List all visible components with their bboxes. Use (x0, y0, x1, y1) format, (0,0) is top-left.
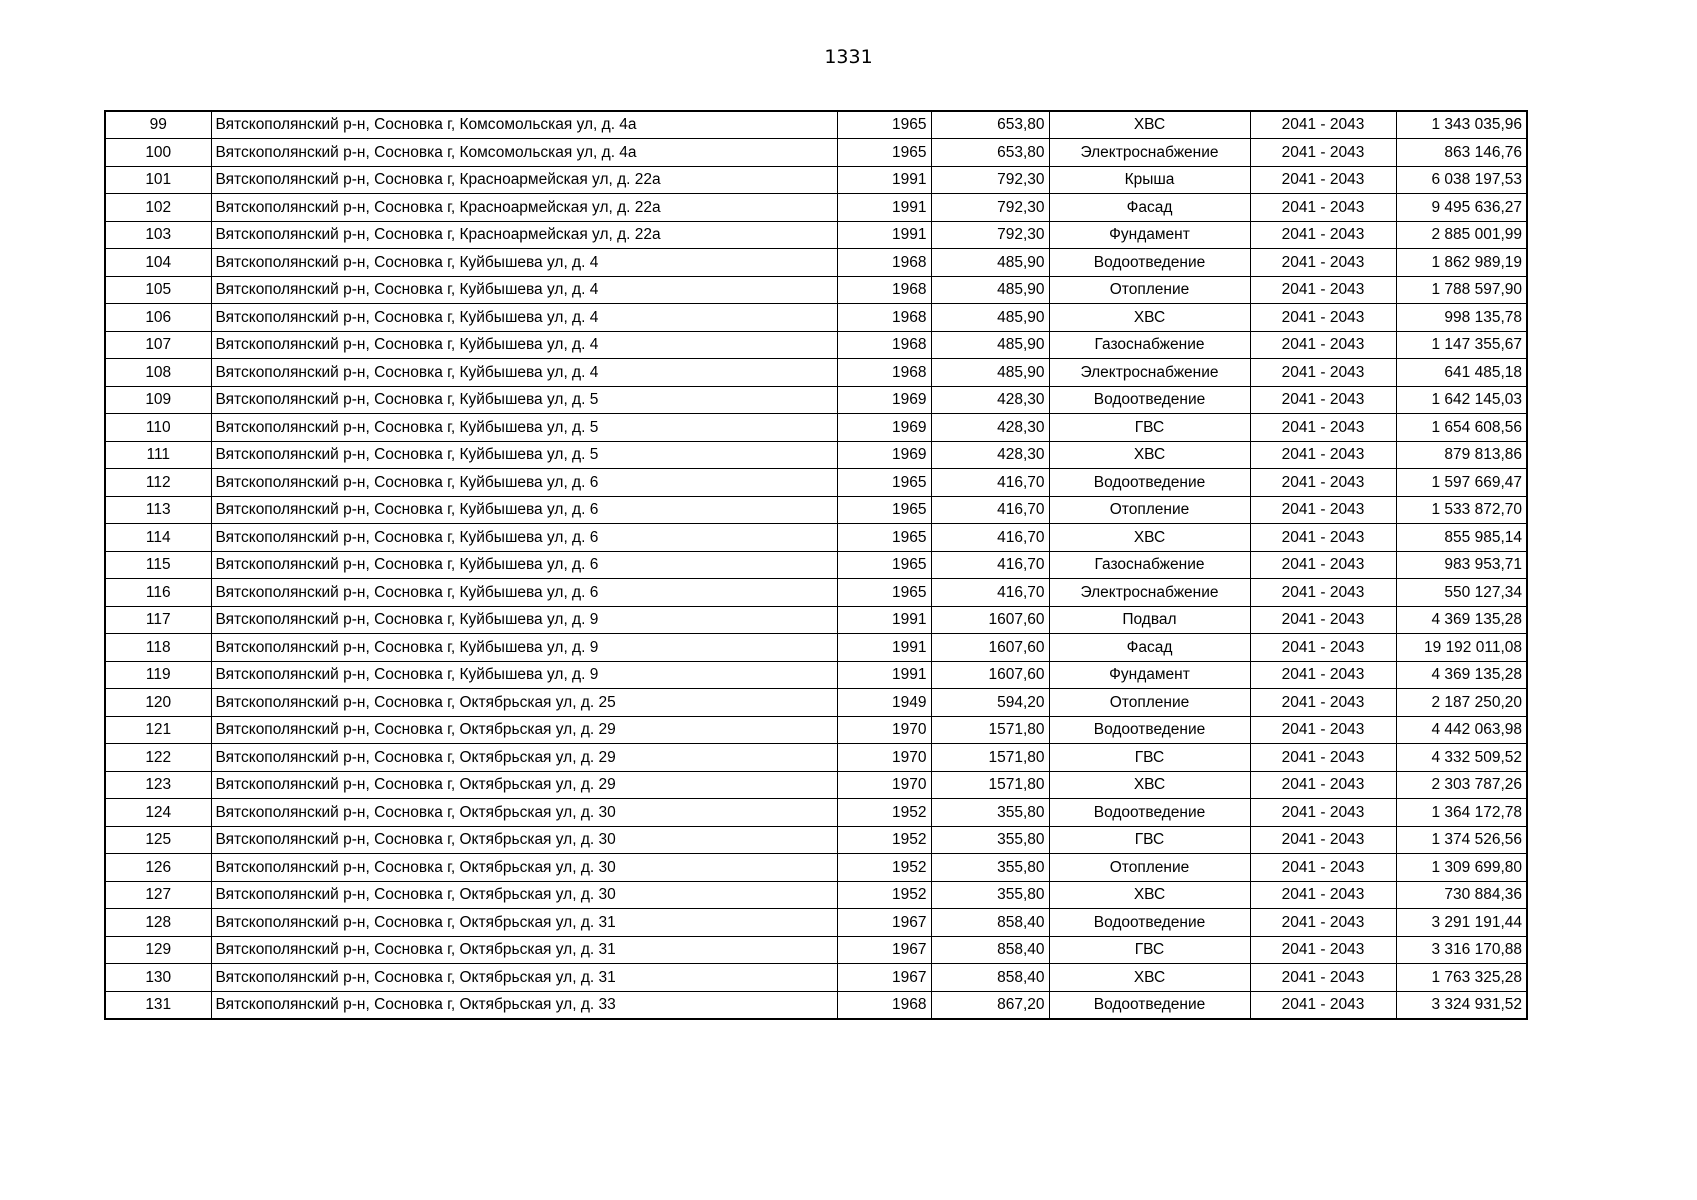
table-row (105, 221, 1527, 249)
area-cell: 858,40 (931, 936, 1049, 964)
cost-cell: 1 763 325,28 (1396, 964, 1527, 992)
work-type-cell: ХВС (1049, 771, 1250, 799)
period-cell: 2041 - 2043 (1250, 139, 1396, 167)
period-cell: 2041 - 2043 (1250, 881, 1396, 909)
area-cell: 485,90 (931, 276, 1049, 304)
cost-cell: 4 369 135,28 (1396, 606, 1527, 634)
area-cell: 1607,60 (931, 606, 1049, 634)
address-cell: Вятскополянский р-н, Сосновка г, Октябрьская ул, д. 31 (211, 909, 837, 937)
address-cell: Вятскополянский р-н, Сосновка г, Комсомольская ул, д. 4а (211, 111, 837, 139)
table-row (105, 634, 1527, 662)
work-type-cell: Электроснабжение (1049, 359, 1250, 387)
row-number-cell: 116 (105, 579, 211, 607)
cost-cell: 1 364 172,78 (1396, 799, 1527, 827)
row-number-cell: 102 (105, 194, 211, 222)
build-year-cell: 1949 (837, 689, 931, 717)
build-year-cell: 1967 (837, 936, 931, 964)
period-cell: 2041 - 2043 (1250, 579, 1396, 607)
row-number-cell: 113 (105, 496, 211, 524)
address-cell: Вятскополянский р-н, Сосновка г, Октябрьская ул, д. 31 (211, 936, 837, 964)
row-number-cell: 118 (105, 634, 211, 662)
cost-cell: 550 127,34 (1396, 579, 1527, 607)
cost-cell: 1 343 035,96 (1396, 111, 1527, 139)
area-cell: 416,70 (931, 524, 1049, 552)
build-year-cell: 1952 (837, 881, 931, 909)
row-number-cell: 130 (105, 964, 211, 992)
row-number-cell: 112 (105, 469, 211, 497)
address-cell: Вятскополянский р-н, Сосновка г, Октябрьская ул, д. 31 (211, 964, 837, 992)
period-cell: 2041 - 2043 (1250, 771, 1396, 799)
cost-cell: 855 985,14 (1396, 524, 1527, 552)
table-row (105, 551, 1527, 579)
address-cell: Вятскополянский р-н, Сосновка г, Октябрьская ул, д. 33 (211, 991, 837, 1019)
build-year-cell: 1968 (837, 359, 931, 387)
table-row (105, 936, 1527, 964)
row-number-cell: 127 (105, 881, 211, 909)
table-row (105, 359, 1527, 387)
table-row (105, 661, 1527, 689)
period-cell: 2041 - 2043 (1250, 689, 1396, 717)
table-row (105, 579, 1527, 607)
cost-cell: 998 135,78 (1396, 304, 1527, 332)
address-cell: Вятскополянский р-н, Сосновка г, Октябрьская ул, д. 30 (211, 854, 837, 882)
row-number-cell: 129 (105, 936, 211, 964)
table-row (105, 881, 1527, 909)
area-cell: 428,30 (931, 386, 1049, 414)
row-number-cell: 101 (105, 166, 211, 194)
area-cell: 653,80 (931, 139, 1049, 167)
address-cell: Вятскополянский р-н, Сосновка г, Куйбышева ул, д. 5 (211, 386, 837, 414)
address-cell: Вятскополянский р-н, Сосновка г, Октябрьская ул, д. 29 (211, 744, 837, 772)
address-cell: Вятскополянский р-н, Сосновка г, Куйбышева ул, д. 6 (211, 579, 837, 607)
build-year-cell: 1965 (837, 551, 931, 579)
area-cell: 1607,60 (931, 634, 1049, 662)
cost-cell: 641 485,18 (1396, 359, 1527, 387)
build-year-cell: 1965 (837, 469, 931, 497)
period-cell: 2041 - 2043 (1250, 964, 1396, 992)
row-number-cell: 115 (105, 551, 211, 579)
row-number-cell: 106 (105, 304, 211, 332)
build-year-cell: 1965 (837, 139, 931, 167)
row-number-cell: 103 (105, 221, 211, 249)
table-row (105, 854, 1527, 882)
build-year-cell: 1991 (837, 194, 931, 222)
page-number: 1331 (824, 46, 873, 68)
work-type-cell: Водоотведение (1049, 909, 1250, 937)
work-type-cell: ХВС (1049, 441, 1250, 469)
row-number-cell: 108 (105, 359, 211, 387)
row-number-cell: 111 (105, 441, 211, 469)
area-cell: 1571,80 (931, 771, 1049, 799)
build-year-cell: 1965 (837, 524, 931, 552)
address-cell: Вятскополянский р-н, Сосновка г, Куйбышева ул, д. 5 (211, 441, 837, 469)
work-type-cell: ГВС (1049, 936, 1250, 964)
build-year-cell: 1991 (837, 166, 931, 194)
work-type-cell: Фундамент (1049, 221, 1250, 249)
address-cell: Вятскополянский р-н, Сосновка г, Красноармейская ул, д. 22а (211, 221, 837, 249)
cost-cell: 1 533 872,70 (1396, 496, 1527, 524)
build-year-cell: 1969 (837, 386, 931, 414)
area-cell: 416,70 (931, 579, 1049, 607)
build-year-cell: 1952 (837, 826, 931, 854)
address-cell: Вятскополянский р-н, Сосновка г, Куйбышева ул, д. 4 (211, 359, 837, 387)
row-number-cell: 105 (105, 276, 211, 304)
cost-cell: 9 495 636,27 (1396, 194, 1527, 222)
row-number-cell: 128 (105, 909, 211, 937)
address-cell: Вятскополянский р-н, Сосновка г, Красноармейская ул, д. 22а (211, 194, 837, 222)
row-number-cell: 123 (105, 771, 211, 799)
build-year-cell: 1969 (837, 441, 931, 469)
address-cell: Вятскополянский р-н, Сосновка г, Куйбышева ул, д. 4 (211, 276, 837, 304)
area-cell: 1571,80 (931, 744, 1049, 772)
table-row (105, 166, 1527, 194)
build-year-cell: 1965 (837, 579, 931, 607)
address-cell: Вятскополянский р-н, Сосновка г, Октябрьская ул, д. 30 (211, 826, 837, 854)
area-cell: 792,30 (931, 194, 1049, 222)
work-type-cell: Водоотведение (1049, 469, 1250, 497)
build-year-cell: 1952 (837, 799, 931, 827)
table-row (105, 964, 1527, 992)
build-year-cell: 1968 (837, 991, 931, 1019)
build-year-cell: 1967 (837, 964, 931, 992)
row-number-cell: 110 (105, 414, 211, 442)
cost-cell: 879 813,86 (1396, 441, 1527, 469)
work-type-cell: Отопление (1049, 854, 1250, 882)
period-cell: 2041 - 2043 (1250, 634, 1396, 662)
period-cell: 2041 - 2043 (1250, 331, 1396, 359)
area-cell: 355,80 (931, 881, 1049, 909)
work-type-cell: Водоотведение (1049, 991, 1250, 1019)
area-cell: 416,70 (931, 496, 1049, 524)
row-number-cell: 104 (105, 249, 211, 277)
cost-cell: 1 642 145,03 (1396, 386, 1527, 414)
cost-cell: 1 788 597,90 (1396, 276, 1527, 304)
table-row (105, 276, 1527, 304)
cost-cell: 4 442 063,98 (1396, 716, 1527, 744)
work-type-cell: Газоснабжение (1049, 551, 1250, 579)
table-row (105, 441, 1527, 469)
row-number-cell: 126 (105, 854, 211, 882)
period-cell: 2041 - 2043 (1250, 111, 1396, 139)
area-cell: 416,70 (931, 469, 1049, 497)
work-type-cell: ГВС (1049, 744, 1250, 772)
row-number-cell: 107 (105, 331, 211, 359)
period-cell: 2041 - 2043 (1250, 441, 1396, 469)
row-number-cell: 114 (105, 524, 211, 552)
table-row (105, 689, 1527, 717)
cost-cell: 863 146,76 (1396, 139, 1527, 167)
address-cell: Вятскополянский р-н, Сосновка г, Куйбышева ул, д. 6 (211, 524, 837, 552)
row-number-cell: 122 (105, 744, 211, 772)
period-cell: 2041 - 2043 (1250, 386, 1396, 414)
period-cell: 2041 - 2043 (1250, 304, 1396, 332)
table-row (105, 111, 1527, 139)
area-cell: 858,40 (931, 909, 1049, 937)
row-number-cell: 131 (105, 991, 211, 1019)
period-cell: 2041 - 2043 (1250, 496, 1396, 524)
build-year-cell: 1965 (837, 496, 931, 524)
cost-cell: 1 374 526,56 (1396, 826, 1527, 854)
table-row (105, 799, 1527, 827)
row-number-cell: 125 (105, 826, 211, 854)
work-type-cell: Фундамент (1049, 661, 1250, 689)
table-row (105, 716, 1527, 744)
cost-cell: 1 147 355,67 (1396, 331, 1527, 359)
table-row (105, 771, 1527, 799)
area-cell: 485,90 (931, 249, 1049, 277)
cost-cell: 1 862 989,19 (1396, 249, 1527, 277)
address-cell: Вятскополянский р-н, Сосновка г, Комсомольская ул, д. 4а (211, 139, 837, 167)
build-year-cell: 1968 (837, 249, 931, 277)
area-cell: 428,30 (931, 441, 1049, 469)
period-cell: 2041 - 2043 (1250, 716, 1396, 744)
area-cell: 485,90 (931, 331, 1049, 359)
period-cell: 2041 - 2043 (1250, 661, 1396, 689)
period-cell: 2041 - 2043 (1250, 826, 1396, 854)
address-cell: Вятскополянский р-н, Сосновка г, Куйбышева ул, д. 4 (211, 304, 837, 332)
period-cell: 2041 - 2043 (1250, 991, 1396, 1019)
period-cell: 2041 - 2043 (1250, 276, 1396, 304)
work-type-cell: ХВС (1049, 964, 1250, 992)
area-cell: 428,30 (931, 414, 1049, 442)
address-cell: Вятскополянский р-н, Сосновка г, Октябрьская ул, д. 30 (211, 881, 837, 909)
area-cell: 792,30 (931, 166, 1049, 194)
address-cell: Вятскополянский р-н, Сосновка г, Красноармейская ул, д. 22а (211, 166, 837, 194)
table-row (105, 909, 1527, 937)
cost-cell: 3 316 170,88 (1396, 936, 1527, 964)
work-type-cell: Фасад (1049, 194, 1250, 222)
table-row (105, 194, 1527, 222)
cost-cell: 6 038 197,53 (1396, 166, 1527, 194)
table-row (105, 469, 1527, 497)
area-cell: 485,90 (931, 359, 1049, 387)
work-type-cell: ГВС (1049, 414, 1250, 442)
row-number-cell: 124 (105, 799, 211, 827)
area-cell: 653,80 (931, 111, 1049, 139)
build-year-cell: 1991 (837, 606, 931, 634)
area-cell: 416,70 (931, 551, 1049, 579)
cost-cell: 4 369 135,28 (1396, 661, 1527, 689)
row-number-cell: 117 (105, 606, 211, 634)
cost-cell: 1 309 699,80 (1396, 854, 1527, 882)
work-type-cell: Электроснабжение (1049, 579, 1250, 607)
build-year-cell: 1991 (837, 634, 931, 662)
table-row (105, 304, 1527, 332)
work-type-cell: ХВС (1049, 524, 1250, 552)
period-cell: 2041 - 2043 (1250, 909, 1396, 937)
cost-cell: 983 953,71 (1396, 551, 1527, 579)
row-number-cell: 99 (105, 111, 211, 139)
period-cell: 2041 - 2043 (1250, 524, 1396, 552)
area-cell: 867,20 (931, 991, 1049, 1019)
address-cell: Вятскополянский р-н, Сосновка г, Куйбышева ул, д. 6 (211, 496, 837, 524)
cost-cell: 3 291 191,44 (1396, 909, 1527, 937)
address-cell: Вятскополянский р-н, Сосновка г, Октябрьская ул, д. 29 (211, 716, 837, 744)
period-cell: 2041 - 2043 (1250, 194, 1396, 222)
work-type-cell: Водоотведение (1049, 249, 1250, 277)
row-number-cell: 121 (105, 716, 211, 744)
build-year-cell: 1968 (837, 276, 931, 304)
cost-cell: 730 884,36 (1396, 881, 1527, 909)
build-year-cell: 1970 (837, 771, 931, 799)
table-row (105, 496, 1527, 524)
address-cell: Вятскополянский р-н, Сосновка г, Куйбышева ул, д. 9 (211, 661, 837, 689)
period-cell: 2041 - 2043 (1250, 469, 1396, 497)
area-cell: 355,80 (931, 854, 1049, 882)
period-cell: 2041 - 2043 (1250, 936, 1396, 964)
work-type-cell: Водоотведение (1049, 799, 1250, 827)
period-cell: 2041 - 2043 (1250, 606, 1396, 634)
period-cell: 2041 - 2043 (1250, 854, 1396, 882)
area-cell: 792,30 (931, 221, 1049, 249)
row-number-cell: 109 (105, 386, 211, 414)
work-type-cell: Отопление (1049, 276, 1250, 304)
work-type-cell: Крыша (1049, 166, 1250, 194)
work-type-cell: ХВС (1049, 881, 1250, 909)
area-cell: 1571,80 (931, 716, 1049, 744)
area-cell: 355,80 (931, 799, 1049, 827)
work-type-cell: Фасад (1049, 634, 1250, 662)
period-cell: 2041 - 2043 (1250, 221, 1396, 249)
table-row (105, 386, 1527, 414)
area-cell: 858,40 (931, 964, 1049, 992)
build-year-cell: 1969 (837, 414, 931, 442)
work-type-cell: Водоотведение (1049, 386, 1250, 414)
period-cell: 2041 - 2043 (1250, 414, 1396, 442)
area-cell: 594,20 (931, 689, 1049, 717)
build-year-cell: 1970 (837, 716, 931, 744)
table-row (105, 249, 1527, 277)
address-cell: Вятскополянский р-н, Сосновка г, Октябрьская ул, д. 30 (211, 799, 837, 827)
repair-schedule-table (104, 110, 1528, 1020)
cost-cell: 2 303 787,26 (1396, 771, 1527, 799)
address-cell: Вятскополянский р-н, Сосновка г, Октябрьская ул, д. 25 (211, 689, 837, 717)
table-row (105, 139, 1527, 167)
table-row (105, 331, 1527, 359)
address-cell: Вятскополянский р-н, Сосновка г, Куйбышева ул, д. 6 (211, 551, 837, 579)
address-cell: Вятскополянский р-н, Сосновка г, Куйбышева ул, д. 6 (211, 469, 837, 497)
build-year-cell: 1970 (837, 744, 931, 772)
period-cell: 2041 - 2043 (1250, 359, 1396, 387)
period-cell: 2041 - 2043 (1250, 744, 1396, 772)
build-year-cell: 1991 (837, 221, 931, 249)
period-cell: 2041 - 2043 (1250, 799, 1396, 827)
table-row (105, 414, 1527, 442)
row-number-cell: 100 (105, 139, 211, 167)
build-year-cell: 1965 (837, 111, 931, 139)
row-number-cell: 119 (105, 661, 211, 689)
build-year-cell: 1967 (837, 909, 931, 937)
table-body (105, 111, 1527, 1019)
period-cell: 2041 - 2043 (1250, 551, 1396, 579)
area-cell: 485,90 (931, 304, 1049, 332)
address-cell: Вятскополянский р-н, Сосновка г, Куйбышева ул, д. 4 (211, 249, 837, 277)
work-type-cell: Газоснабжение (1049, 331, 1250, 359)
work-type-cell: Отопление (1049, 689, 1250, 717)
work-type-cell: ГВС (1049, 826, 1250, 854)
build-year-cell: 1968 (837, 331, 931, 359)
table-row (105, 991, 1527, 1019)
build-year-cell: 1968 (837, 304, 931, 332)
period-cell: 2041 - 2043 (1250, 166, 1396, 194)
cost-cell: 2 885 001,99 (1396, 221, 1527, 249)
table-row (105, 744, 1527, 772)
address-cell: Вятскополянский р-н, Сосновка г, Куйбышева ул, д. 4 (211, 331, 837, 359)
address-cell: Вятскополянский р-н, Сосновка г, Октябрьская ул, д. 29 (211, 771, 837, 799)
area-cell: 355,80 (931, 826, 1049, 854)
address-cell: Вятскополянский р-н, Сосновка г, Куйбышева ул, д. 9 (211, 634, 837, 662)
build-year-cell: 1991 (837, 661, 931, 689)
cost-cell: 19 192 011,08 (1396, 634, 1527, 662)
work-type-cell: ХВС (1049, 304, 1250, 332)
work-type-cell: Водоотведение (1049, 716, 1250, 744)
cost-cell: 2 187 250,20 (1396, 689, 1527, 717)
row-number-cell: 120 (105, 689, 211, 717)
work-type-cell: Электроснабжение (1049, 139, 1250, 167)
cost-cell: 3 324 931,52 (1396, 991, 1527, 1019)
table-row (105, 524, 1527, 552)
address-cell: Вятскополянский р-н, Сосновка г, Куйбышева ул, д. 9 (211, 606, 837, 634)
table-row (105, 606, 1527, 634)
build-year-cell: 1952 (837, 854, 931, 882)
period-cell: 2041 - 2043 (1250, 249, 1396, 277)
address-cell: Вятскополянский р-н, Сосновка г, Куйбышева ул, д. 5 (211, 414, 837, 442)
cost-cell: 4 332 509,52 (1396, 744, 1527, 772)
work-type-cell: Отопление (1049, 496, 1250, 524)
area-cell: 1607,60 (931, 661, 1049, 689)
work-type-cell: ХВС (1049, 111, 1250, 139)
cost-cell: 1 654 608,56 (1396, 414, 1527, 442)
work-type-cell: Подвал (1049, 606, 1250, 634)
cost-cell: 1 597 669,47 (1396, 469, 1527, 497)
table-row (105, 826, 1527, 854)
